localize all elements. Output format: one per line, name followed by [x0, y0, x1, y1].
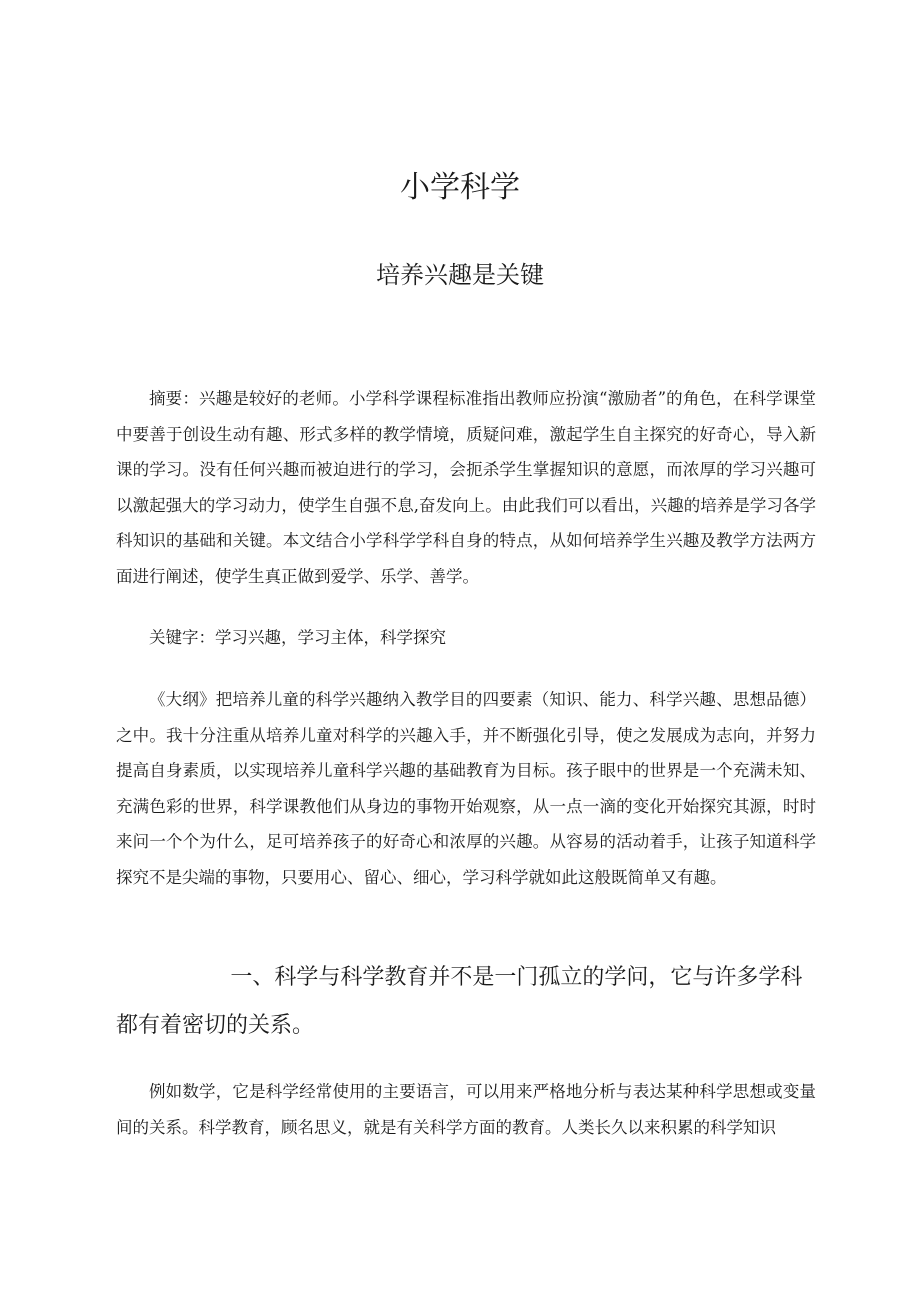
document-subtitle: 培养兴趣是关键 [376, 261, 544, 289]
document-title: 小学科学 [400, 170, 520, 205]
section-heading-1: 一、科学与科学教育并不是一门孤立的学问，它与许多学科都有着密切的关系。 [116, 965, 803, 1038]
body-paragraph-2: 例如数学，它是科学经常使用的主要语言，可以用来严格地分析与表达某种科学思想或变量间的关系。科学教育，顾名思义，就是有关科学方面的教育。人类长久以来积累的科学知识 [116, 1082, 816, 1137]
abstract-paragraph: 摘要：兴趣是较好的老师。小学科学课程标准指出教师应扮演“激励者”的角色，在科学课堂中要善于创设生动有趣、形式多样的教学情境，质疑问难，激起学生自主探究的好奇心，导入新课的学习。没有任何兴趣而被迫进行的学习，会扼杀学生掌握知识的意愿，而浓厚的学习兴趣可以激起强大的学习动力，使学生自强不息,奋发向上。由此我们可以看出，兴趣的培养是学习各学科知识的基础和关键。本文结合小学科学学科自身的特点，从如何培养学生兴趣及教学方法两方面进行阐述，使学生真正做到爱学、乐学、善学。 [116, 389, 816, 586]
body-paragraph-1: 《大纲》把培养儿童的科学兴趣纳入教学目的四要素（知识、能力、科学兴趣、思想品德）之中。我十分注重从培养儿童对科学的兴趣入手，并不断强化引导，使之发展成为志向，并努力提高自身素质，以实现培养儿童科学兴趣的基础教育为目标。孩子眼中的世界是一个充满未知、充满色彩的世界，科学课教他们从身边的事物开始观察，从一点一滴的变化开始探究其源，时时来问一个个为什么，足可培养孩子的好奇心和浓厚的兴趣。从容易的活动着手，让孩子知道科学探究不是尖端的事物，只要用心、留心、细心，学习科学就如此这般既简单又有趣。 [116, 690, 816, 887]
keywords-line: 关键字：学习兴趣，学习主体，科学探究 [149, 628, 446, 647]
